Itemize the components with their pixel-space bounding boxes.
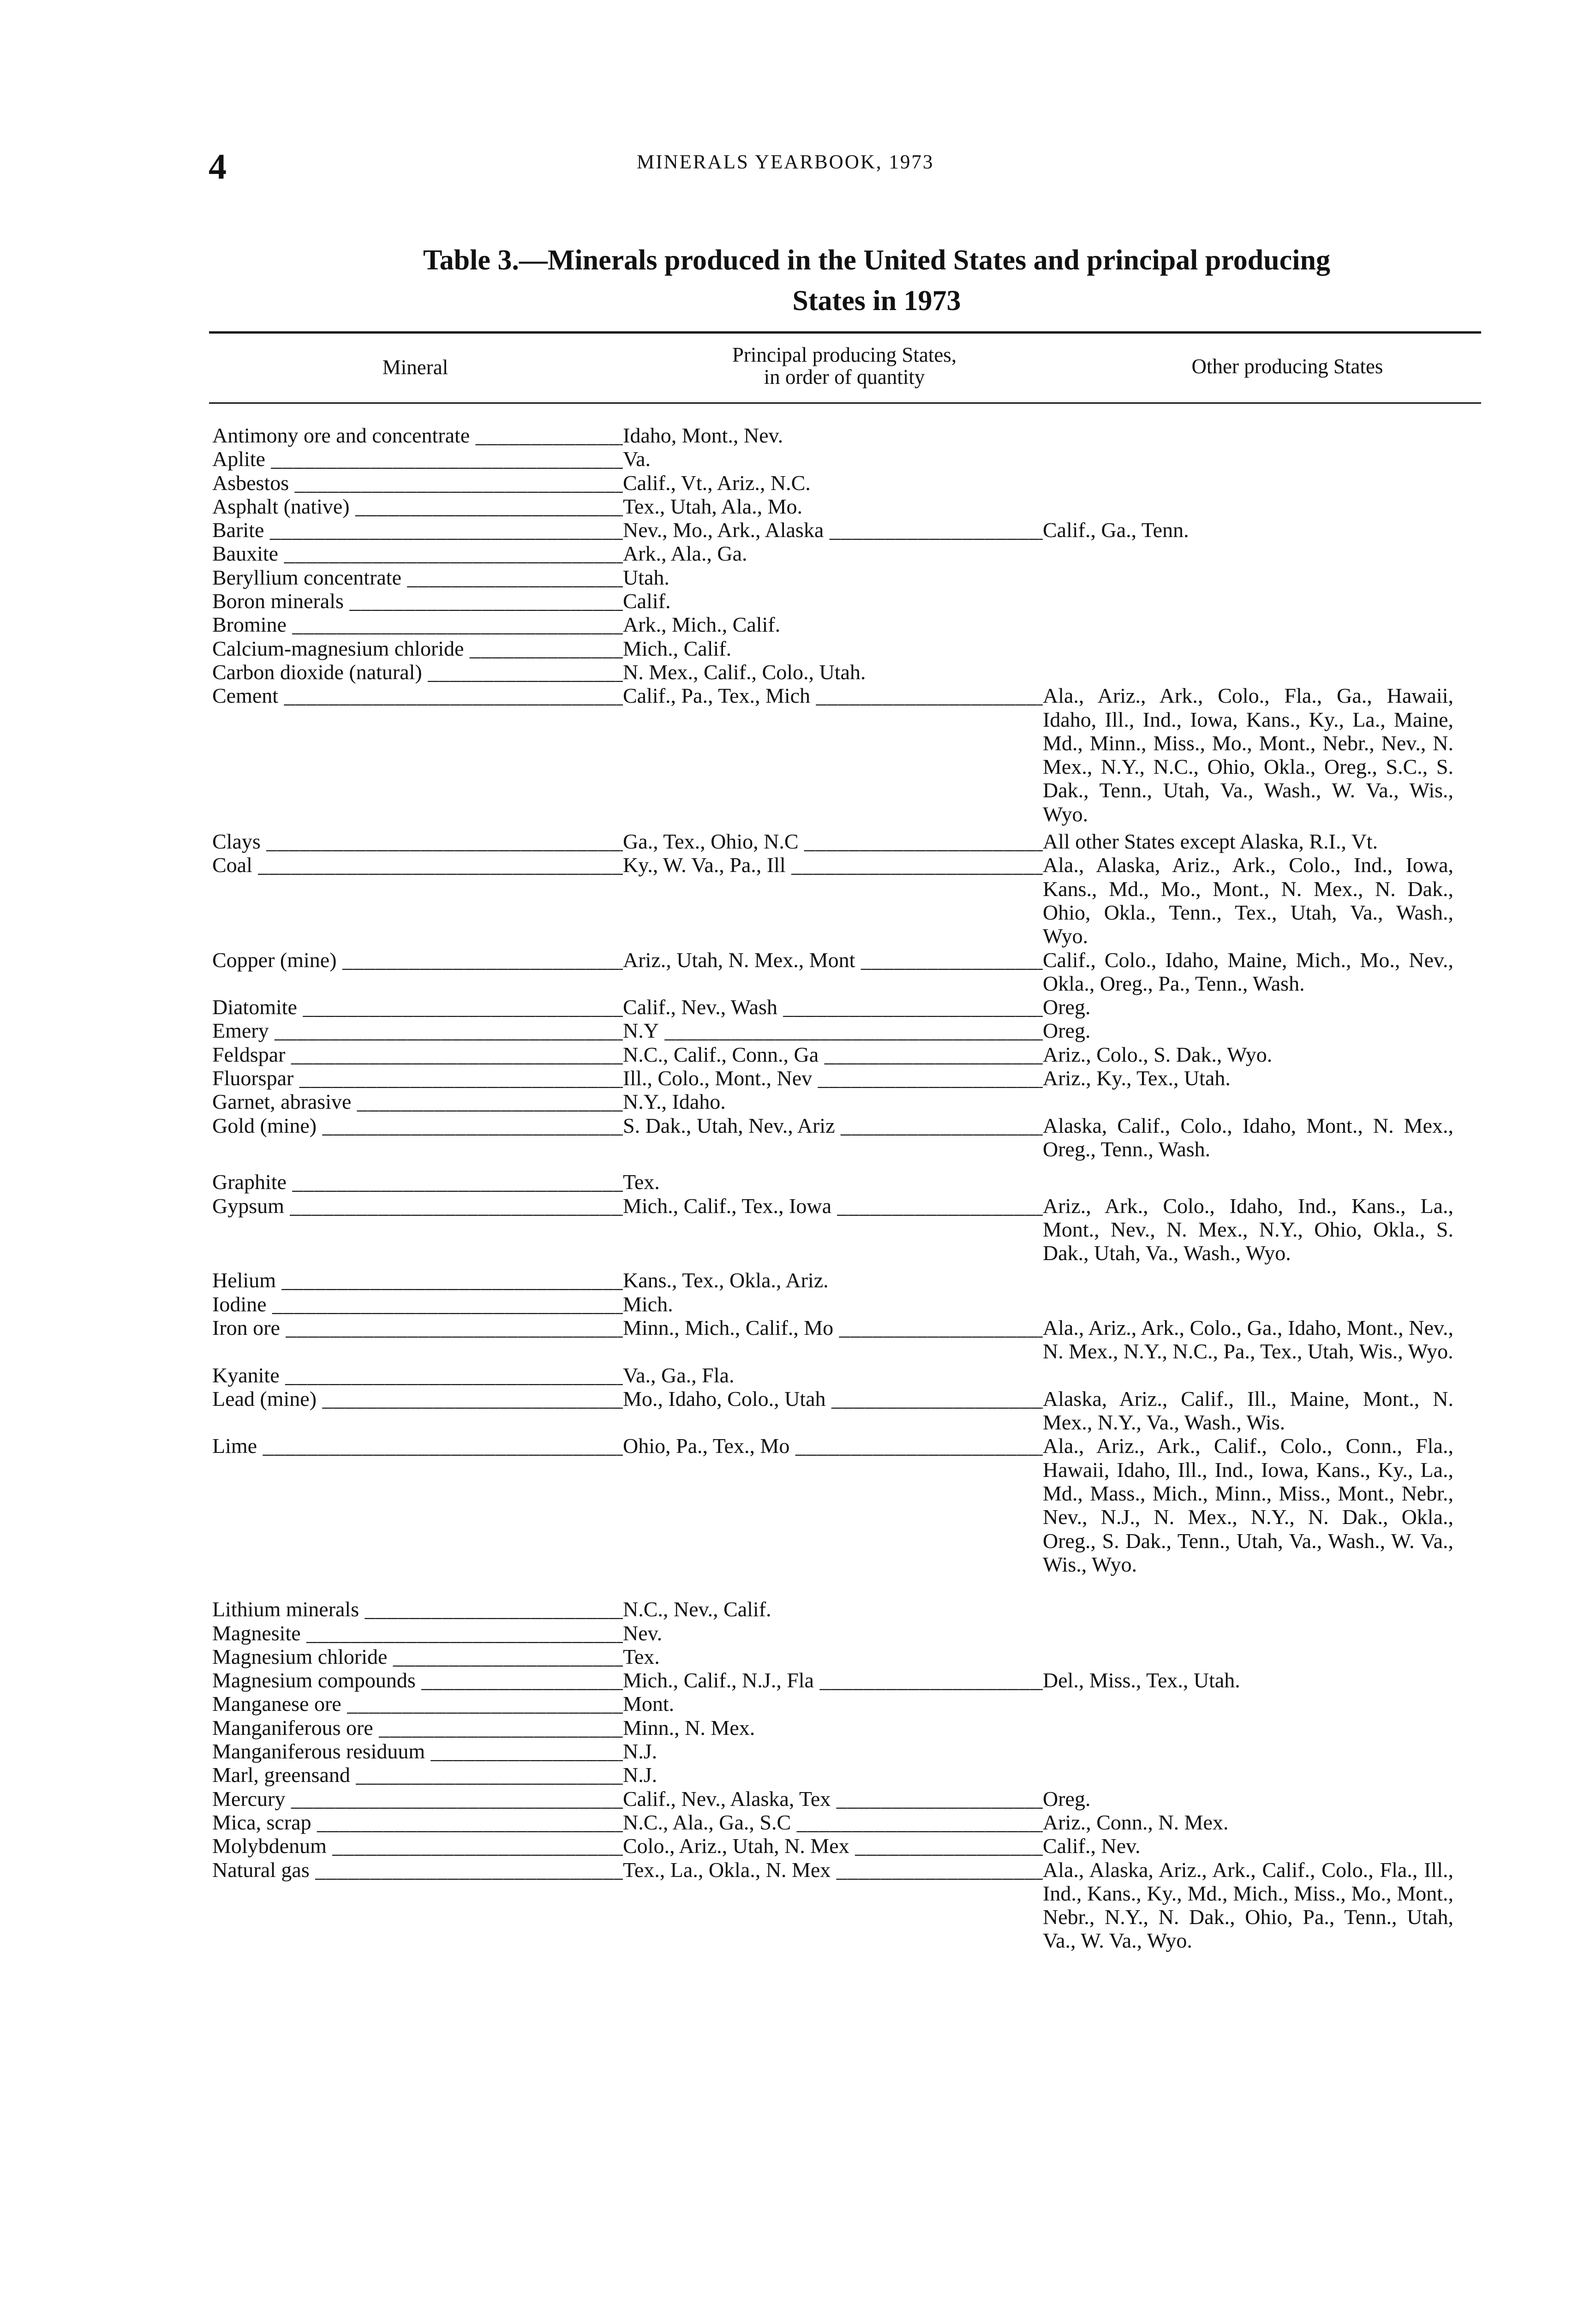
principal-states-cell: Mich., Calif., N.J., Fla _____ — [623, 1668, 1043, 1692]
table-row — [212, 660, 1490, 684]
table-row — [212, 1787, 1490, 1811]
principal-states-cell: N.Y _____ — [623, 1019, 1043, 1042]
principal-states-cell: Tex. — [623, 1644, 660, 1668]
other-states-cell: Ala., Ariz., Ark., Colo., Ga., Idaho, Mont., Nev., N. Mex., N.Y., N.C., Pa., Tex., Utah, Wis., Wyo. — [1043, 1315, 1453, 1363]
mineral-cell: Calcium-magnesium chloride _____ — [212, 637, 623, 660]
mineral-cell: Bromine _____ — [212, 613, 623, 636]
principal-states-cell: N. Mex., Calif., Colo., Utah. — [623, 660, 866, 684]
table-row — [212, 995, 1490, 1019]
column-header-other-states: Other producing States — [1191, 355, 1383, 378]
principal-states-cell: Va., Ga., Fla. — [623, 1363, 735, 1387]
other-states-cell: Calif., Nev. — [1043, 1834, 1141, 1858]
table-row — [212, 1645, 1490, 1668]
mineral-cell: Manganiferous ore _____ — [212, 1716, 623, 1739]
mineral-cell: Lead (mine) _____ — [212, 1387, 623, 1410]
table-row — [212, 1363, 1490, 1387]
principal-states-cell: Calif., Nev., Wash _____ — [623, 995, 1043, 1019]
table-row — [212, 1066, 1490, 1090]
table-row — [212, 1194, 1490, 1265]
table-row — [212, 471, 1490, 495]
principal-states-cell: Ill., Colo., Mont., Nev _____ — [623, 1066, 1043, 1090]
other-states-cell: Ala., Ariz., Ark., Calif., Colo., Conn., Fla., Hawaii, Idaho, Ill., Ind., Iowa, Kans., Ky., La., Md., Mass., Mich., Minn., Miss., Mont., Nebr., Nev., N.J., N. Mex., N.Y., N. Dak., Okla., Oreg., S. Dak., Tenn., Utah, Va., Wash., W. Va., Wis., Wyo. — [1043, 1434, 1453, 1576]
other-states-cell: Ariz., Colo., S. Dak., Wyo. — [1043, 1042, 1273, 1066]
principal-states-cell: Mich. — [623, 1292, 673, 1316]
other-states-cell: Ariz., Conn., N. Mex. — [1043, 1810, 1229, 1834]
principal-states-cell: Nev. — [623, 1621, 663, 1645]
table-row — [212, 1043, 1490, 1066]
table-row — [212, 1268, 1490, 1292]
mineral-cell: Boron minerals _____ — [212, 589, 623, 613]
other-states-cell: Oreg. — [1043, 1019, 1091, 1043]
table-row — [212, 1834, 1490, 1858]
mineral-cell: Natural gas _____ — [212, 1858, 623, 1882]
mineral-cell: Manganese ore _____ — [212, 1692, 623, 1715]
other-states-cell: Ala., Alaska, Ariz., Ark., Colo., Ind., Iowa, Kans., Md., Mo., Mont., N. Mex., N. Dak., Ohio, Okla., Tenn., Tex., Utah, Va., Wash., Wyo. — [1043, 853, 1453, 948]
other-states-cell: Ala., Ariz., Ark., Colo., Fla., Ga., Hawaii, Idaho, Ill., Ind., Iowa, Kans., Ky., La., Maine, Md., Minn., Miss., Mo., Mont., Nebr., Nev., N. Mex., N.Y., N.C., Ohio, Okla., Oreg., S.C., S. Dak., Tenn., Utah, Va., Wash., W. Va., Wis., Wyo. — [1043, 684, 1453, 826]
table-row — [212, 1597, 1490, 1621]
other-states-cell: Ariz., Ark., Colo., Idaho, Ind., Kans., La., Mont., Nev., N. Mex., N.Y., Ohio, Okla., S. Dak., Utah, Va., Wash., Wyo. — [1043, 1194, 1453, 1265]
table-row — [212, 589, 1490, 613]
other-states-cell: Ariz., Ky., Tex., Utah. — [1043, 1066, 1231, 1090]
mineral-cell: Fluorspar _____ — [212, 1066, 623, 1090]
mineral-cell: Barite _____ — [212, 518, 623, 542]
table-row — [212, 1692, 1490, 1715]
table-row — [212, 1292, 1490, 1316]
principal-states-cell: Tex. — [623, 1170, 660, 1194]
principal-states-cell: Calif., Pa., Tex., Mich _____ — [623, 684, 1043, 707]
table-title-line-1: Table 3.—Minerals produced in the United States and principal producing — [423, 245, 1330, 276]
other-states-cell: Del., Miss., Tex., Utah. — [1043, 1668, 1240, 1692]
principal-states-cell: Kans., Tex., Okla., Ariz. — [623, 1268, 829, 1292]
table-row — [212, 613, 1490, 636]
principal-states-cell: Tex., Utah, Ala., Mo. — [623, 494, 803, 518]
mineral-cell: Clays _____ — [212, 830, 623, 853]
mineral-cell: Beryllium concentrate _____ — [212, 566, 623, 589]
mineral-cell: Gold (mine) _____ — [212, 1114, 623, 1137]
other-states-cell: Ala., Alaska, Ariz., Ark., Calif., Colo., Fla., Ill., Ind., Kans., Ky., Md., Mich., Miss., Mo., Mont., Nebr., N.Y., N. Dak., Ohio, Pa., Tenn., Utah, Va., W. Va., Wyo. — [1043, 1858, 1453, 1953]
mineral-cell: Manganiferous residuum _____ — [212, 1739, 623, 1763]
other-states-cell: Oreg. — [1043, 995, 1091, 1019]
mineral-cell: Magnesium compounds _____ — [212, 1668, 623, 1692]
principal-states-cell: Minn., N. Mex. — [623, 1715, 755, 1739]
table-title — [208, 240, 1546, 321]
table-row — [212, 424, 1490, 447]
table-row — [212, 1090, 1490, 1113]
mineral-cell: Kyanite _____ — [212, 1363, 623, 1387]
table-row — [212, 1739, 1490, 1763]
mineral-cell: Magnesium chloride _____ — [212, 1645, 623, 1668]
mineral-cell: Aplite _____ — [212, 447, 623, 471]
principal-states-cell: S. Dak., Utah, Nev., Ariz _____ — [623, 1114, 1043, 1137]
mineral-cell: Mica, scrap _____ — [212, 1811, 623, 1834]
principal-states-cell: Calif., Nev., Alaska, Tex _____ — [623, 1787, 1043, 1811]
other-states-cell: Alaska, Calif., Colo., Idaho, Mont., N. Mex., Oreg., Tenn., Wash. — [1043, 1113, 1453, 1161]
table-row — [212, 1387, 1490, 1434]
principal-states-cell: N.C., Nev., Calif. — [623, 1597, 771, 1621]
mineral-cell: Copper (mine) _____ — [212, 948, 623, 972]
principal-states-cell: N.C., Ala., Ga., S.C _____ — [623, 1811, 1043, 1834]
table-top-rule — [209, 331, 1481, 334]
principal-states-cell: N.C., Calif., Conn., Ga _____ — [623, 1043, 1043, 1066]
principal-states-cell: Minn., Mich., Calif., Mo _____ — [623, 1316, 1043, 1339]
mineral-cell: Molybdenum _____ — [212, 1834, 623, 1858]
principal-states-cell: Ky., W. Va., Pa., Ill _____ — [623, 853, 1043, 877]
table-row — [212, 1668, 1490, 1692]
mineral-cell: Mercury _____ — [212, 1787, 623, 1811]
principal-states-cell: N.J. — [623, 1763, 658, 1787]
mineral-cell: Graphite _____ — [212, 1170, 623, 1194]
mineral-cell: Magnesite _____ — [212, 1621, 623, 1645]
principal-states-cell: Nev., Mo., Ark., Alaska _____ — [623, 518, 1043, 542]
mineral-cell: Garnet, abrasive _____ — [212, 1090, 623, 1113]
principal-states-cell: Colo., Ariz., Utah, N. Mex _____ — [623, 1834, 1043, 1858]
table-row — [212, 495, 1490, 518]
table-row — [212, 1316, 1490, 1363]
mineral-cell: Bauxite _____ — [212, 542, 623, 565]
other-states-cell: Oreg. — [1043, 1787, 1091, 1811]
principal-states-cell: N.J. — [623, 1739, 658, 1763]
principal-states-cell: N.Y., Idaho. — [623, 1090, 726, 1114]
table-row — [212, 830, 1490, 853]
mineral-cell: Antimony ore and concentrate _____ — [212, 424, 623, 447]
other-states-cell: All other States except Alaska, R.I., Vt. — [1043, 830, 1378, 854]
table-row — [212, 948, 1490, 996]
mineral-cell: Feldspar _____ — [212, 1043, 623, 1066]
table-row — [212, 447, 1490, 471]
column-header-principal-states — [637, 344, 1052, 388]
table-row — [212, 542, 1490, 565]
table-row — [212, 1716, 1490, 1739]
principal-states-cell: Calif. — [623, 589, 671, 613]
page-number: 4 — [209, 146, 227, 186]
principal-states-cell: Utah. — [623, 565, 669, 589]
mineral-cell: Gypsum _____ — [212, 1194, 623, 1218]
mineral-cell: Marl, greensand _____ — [212, 1763, 623, 1787]
other-states-cell: Alaska, Ariz., Calif., Ill., Maine, Mont., N. Mex., N.Y., Va., Wash., Wis. — [1043, 1387, 1453, 1434]
table-row — [212, 853, 1490, 948]
column-header-principal-line-1: Principal producing States, — [732, 343, 957, 366]
table-row — [212, 1114, 1490, 1161]
running-head: MINERALS YEARBOOK, 1973 — [637, 151, 934, 173]
table-body — [212, 424, 1490, 1953]
mineral-cell: Iodine _____ — [212, 1292, 623, 1316]
mineral-cell: Asbestos _____ — [212, 471, 623, 495]
table-row — [212, 1434, 1490, 1576]
table-row — [212, 1811, 1490, 1834]
mineral-cell: Asphalt (native) _____ — [212, 495, 623, 518]
mineral-cell: Cement _____ — [212, 684, 623, 707]
principal-states-cell: Ariz., Utah, N. Mex., Mont _____ — [623, 948, 1043, 972]
table-row — [212, 1858, 1490, 1953]
principal-states-cell: Ga., Tex., Ohio, N.C _____ — [623, 830, 1043, 853]
table-row — [212, 1170, 1490, 1194]
principal-states-cell: Mich., Calif., Tex., Iowa _____ — [623, 1194, 1043, 1218]
table-row — [212, 684, 1490, 826]
table-row — [212, 1019, 1490, 1042]
table-row — [212, 1763, 1490, 1787]
principal-states-cell: Tex., La., Okla., N. Mex _____ — [623, 1858, 1043, 1882]
mineral-cell: Carbon dioxide (natural) _____ — [212, 660, 623, 684]
mineral-cell: Helium _____ — [212, 1268, 623, 1292]
principal-states-cell: Va. — [623, 447, 651, 471]
table-title-line-2: States in 1973 — [792, 285, 961, 317]
principal-states-cell: Idaho, Mont., Nev. — [623, 424, 783, 447]
column-header-principal-line-2: in order of quantity — [764, 365, 925, 388]
mineral-cell: Diatomite _____ — [212, 995, 623, 1019]
principal-states-cell: Mont. — [623, 1692, 675, 1716]
table-header-rule — [209, 402, 1481, 404]
mineral-cell: Coal _____ — [212, 853, 623, 877]
table-row — [212, 1621, 1490, 1645]
column-header-mineral: Mineral — [382, 356, 448, 379]
table-row — [212, 637, 1490, 660]
other-states-cell: Calif., Ga., Tenn. — [1043, 518, 1189, 542]
mineral-cell: Lithium minerals _____ — [212, 1597, 623, 1621]
table-row — [212, 566, 1490, 589]
mineral-cell: Emery _____ — [212, 1019, 623, 1042]
principal-states-cell: Calif., Vt., Ariz., N.C. — [623, 471, 811, 495]
mineral-cell: Iron ore _____ — [212, 1316, 623, 1339]
mineral-cell: Lime _____ — [212, 1434, 623, 1458]
table-row — [212, 518, 1490, 542]
other-states-cell: Calif., Colo., Idaho, Maine, Mich., Mo., Nev., Okla., Oreg., Pa., Tenn., Wash. — [1043, 948, 1453, 995]
principal-states-cell: Ark., Ala., Ga. — [623, 542, 747, 566]
principal-states-cell: Ohio, Pa., Tex., Mo _____ — [623, 1434, 1043, 1458]
principal-states-cell: Mich., Calif. — [623, 636, 732, 660]
principal-states-cell: Ark., Mich., Calif. — [623, 613, 781, 637]
principal-states-cell: Mo., Idaho, Colo., Utah _____ — [623, 1387, 1043, 1410]
